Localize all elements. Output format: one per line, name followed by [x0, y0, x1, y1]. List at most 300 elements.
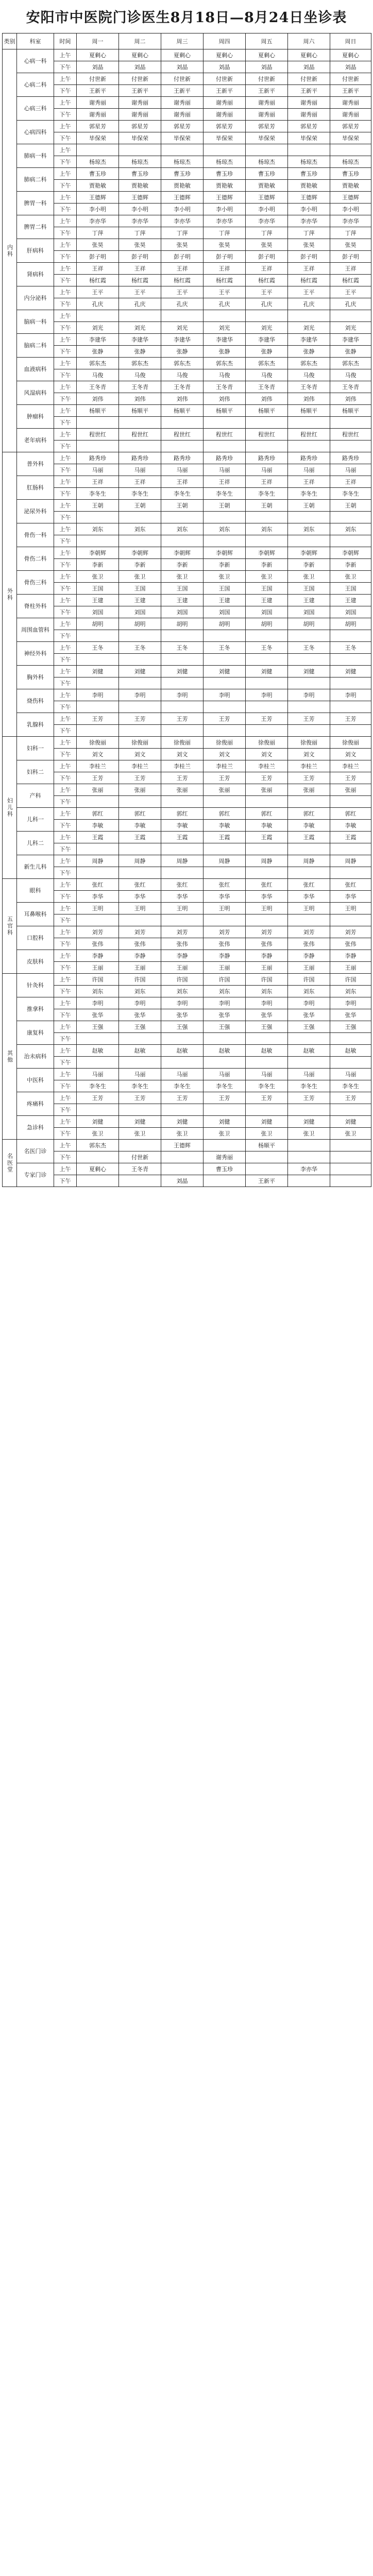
table-row — [3, 512, 371, 523]
doctor-cell: 李敏 — [246, 820, 288, 832]
doctor-cell: 王冬青 — [246, 381, 288, 393]
doctor-cell — [330, 310, 371, 322]
doctor-cell: 王平 — [161, 286, 204, 298]
doctor-cell: 李华 — [161, 891, 204, 903]
doctor-cell: 李明 — [161, 689, 204, 701]
doctor-cell: 李静 — [330, 950, 371, 962]
period-pm: 下午 — [54, 322, 77, 334]
doctor-cell — [161, 512, 204, 523]
doctor-cell: 王祥 — [288, 476, 330, 488]
doctor-cell: 毕保荣 — [246, 132, 288, 144]
doctor-cell: 杨顺平 — [161, 405, 204, 417]
table-row — [3, 61, 371, 73]
period-pm: 下午 — [54, 677, 77, 689]
doctor-cell: 王祥 — [288, 263, 330, 275]
doctor-cell: 王明 — [161, 903, 204, 914]
period-am: 上午 — [54, 784, 77, 796]
table-row — [3, 251, 371, 263]
doctor-cell: 曹玉珍 — [330, 168, 371, 180]
doctor-cell: 郭红 — [288, 808, 330, 820]
doctor-cell: 郭东杰 — [246, 358, 288, 369]
doctor-cell — [77, 867, 119, 879]
table-row — [3, 737, 371, 749]
table-row — [3, 666, 371, 677]
department-cell: 中医科 — [17, 1069, 54, 1092]
table-row — [3, 180, 371, 192]
doctor-cell: 张丽 — [77, 784, 119, 796]
table-row — [3, 192, 371, 204]
doctor-cell: 付世新 — [119, 73, 161, 85]
doctor-cell: 刘国 — [77, 606, 119, 618]
doctor-cell: 刘健 — [288, 1116, 330, 1128]
doctor-cell: 杨红霞 — [161, 275, 204, 286]
doctor-cell — [119, 843, 161, 855]
doctor-cell — [246, 701, 288, 713]
doctor-cell: 马丽 — [119, 464, 161, 476]
doctor-cell: 杨琼杰 — [77, 156, 119, 168]
doctor-cell — [204, 1033, 246, 1045]
doctor-cell: 李桂兰 — [204, 760, 246, 772]
doctor-cell: 张静 — [246, 346, 288, 358]
doctor-cell — [119, 701, 161, 713]
table-row — [3, 547, 371, 559]
doctor-cell: 付世新 — [330, 73, 371, 85]
doctor-cell: 郭东杰 — [288, 358, 330, 369]
doctor-cell — [119, 654, 161, 666]
doctor-cell: 王祥 — [204, 476, 246, 488]
doctor-cell: 郭红 — [119, 808, 161, 820]
doctor-cell: 刘东 — [204, 523, 246, 535]
period-am: 上午 — [54, 997, 77, 1009]
period-am: 上午 — [54, 571, 77, 583]
doctor-cell: 刘光 — [288, 322, 330, 334]
doctor-cell: 王平 — [204, 286, 246, 298]
doctor-cell: 曹玉珍 — [119, 168, 161, 180]
doctor-cell: 王明 — [246, 903, 288, 914]
doctor-cell: 王强 — [161, 1021, 204, 1033]
table-row — [3, 156, 371, 168]
doctor-cell — [204, 1104, 246, 1116]
doctor-cell: 郭星芳 — [288, 121, 330, 132]
period-am: 上午 — [54, 666, 77, 677]
doctor-cell: 杨红霞 — [204, 275, 246, 286]
table-row — [3, 642, 371, 654]
doctor-cell: 王平 — [246, 286, 288, 298]
doctor-cell: 马丽 — [246, 1069, 288, 1080]
doctor-cell — [288, 1140, 330, 1151]
doctor-cell: 李敏 — [330, 820, 371, 832]
table-row — [3, 227, 371, 239]
department-cell: 血液病科 — [17, 358, 54, 381]
doctor-cell — [119, 725, 161, 737]
doctor-cell: 李小明 — [330, 204, 371, 215]
period-am: 上午 — [54, 903, 77, 914]
doctor-cell: 李冬生 — [161, 1080, 204, 1092]
table-row — [3, 358, 371, 369]
doctor-cell: 马丽 — [161, 464, 204, 476]
doctor-cell: 李小明 — [119, 204, 161, 215]
doctor-cell — [246, 144, 288, 156]
doctor-cell: 王朝 — [77, 500, 119, 512]
doctor-cell: 刘东 — [77, 986, 119, 997]
doctor-cell: 张伟 — [119, 938, 161, 950]
doctor-cell — [161, 144, 204, 156]
department-cell: 针灸科 — [17, 974, 54, 997]
doctor-cell: 张华 — [246, 1009, 288, 1021]
doctor-cell: 王德辉 — [330, 192, 371, 204]
doctor-cell — [77, 701, 119, 713]
table-row — [3, 298, 371, 310]
doctor-cell — [288, 417, 330, 429]
table-row — [3, 417, 371, 429]
doctor-cell: 王强 — [204, 1021, 246, 1033]
table-row — [3, 476, 371, 488]
header-category: 类别 — [3, 33, 17, 49]
table-row — [3, 204, 371, 215]
doctor-cell: 路秀珍 — [161, 452, 204, 464]
doctor-cell: 刘伟 — [246, 393, 288, 405]
schedule-table — [2, 33, 371, 1187]
doctor-cell — [77, 654, 119, 666]
doctor-cell: 刘光 — [204, 322, 246, 334]
doctor-cell: 马丽 — [288, 464, 330, 476]
doctor-cell: 王平 — [330, 286, 371, 298]
doctor-cell — [204, 843, 246, 855]
period-pm: 下午 — [54, 1104, 77, 1116]
doctor-cell: 许国 — [77, 974, 119, 986]
doctor-cell: 胡明 — [119, 618, 161, 630]
doctor-cell: 夏剩心 — [161, 49, 204, 61]
category-cell: 妇儿科 — [3, 737, 17, 879]
doctor-cell — [77, 630, 119, 642]
doctor-cell: 张卫 — [288, 1128, 330, 1140]
doctor-cell: 郭东杰 — [330, 358, 371, 369]
doctor-cell: 夏剩心 — [204, 49, 246, 61]
doctor-cell — [77, 1151, 119, 1163]
doctor-cell: 刘文 — [330, 749, 371, 760]
doctor-cell: 李冬生 — [204, 488, 246, 500]
doctor-cell: 马俊 — [246, 369, 288, 381]
table-row — [3, 689, 371, 701]
period-pm: 下午 — [54, 251, 77, 263]
doctor-cell: 刘芳 — [161, 926, 204, 938]
doctor-cell: 张红 — [161, 879, 204, 891]
doctor-cell: 付世新 — [288, 73, 330, 85]
doctor-cell: 刘健 — [330, 1116, 371, 1128]
doctor-cell — [77, 1104, 119, 1116]
doctor-cell: 孔庆 — [288, 298, 330, 310]
doctor-cell: 彭子明 — [119, 251, 161, 263]
doctor-cell: 李明 — [288, 689, 330, 701]
doctor-cell: 李桂兰 — [77, 760, 119, 772]
doctor-cell — [246, 440, 288, 452]
department-cell: 肛肠科 — [17, 476, 54, 500]
period-pm: 下午 — [54, 417, 77, 429]
doctor-cell: 王冬 — [119, 642, 161, 654]
doctor-cell: 马丽 — [288, 1069, 330, 1080]
doctor-cell: 杨顺平 — [246, 1140, 288, 1151]
doctor-cell: 周静 — [77, 855, 119, 867]
period-am: 上午 — [54, 500, 77, 512]
doctor-cell — [288, 535, 330, 547]
table-row — [3, 1175, 371, 1187]
table-row — [3, 49, 371, 61]
doctor-cell: 李华 — [330, 891, 371, 903]
doctor-cell: 刘光 — [330, 322, 371, 334]
period-pm: 下午 — [54, 227, 77, 239]
doctor-cell: 刘文 — [288, 749, 330, 760]
doctor-cell — [330, 440, 371, 452]
period-pm: 下午 — [54, 346, 77, 358]
doctor-cell: 杨琼杰 — [204, 156, 246, 168]
doctor-cell: 周静 — [204, 855, 246, 867]
doctor-cell — [330, 843, 371, 855]
doctor-cell: 刘伟 — [119, 393, 161, 405]
doctor-cell: 王国 — [288, 583, 330, 595]
doctor-cell: 付世新 — [161, 73, 204, 85]
doctor-cell: 李静 — [288, 950, 330, 962]
doctor-cell — [119, 1175, 161, 1187]
doctor-cell: 彭子明 — [246, 251, 288, 263]
doctor-cell: 李建华 — [161, 334, 204, 346]
doctor-cell: 刘国 — [288, 606, 330, 618]
period-am: 上午 — [54, 334, 77, 346]
doctor-cell: 刘健 — [119, 666, 161, 677]
doctor-cell: 夏剩心 — [330, 49, 371, 61]
doctor-cell: 张华 — [288, 1009, 330, 1021]
doctor-cell — [330, 1033, 371, 1045]
doctor-cell: 王强 — [77, 1021, 119, 1033]
doctor-cell: 王朝 — [204, 500, 246, 512]
doctor-cell: 王朝 — [288, 500, 330, 512]
doctor-cell: 李明 — [246, 997, 288, 1009]
doctor-cell — [288, 144, 330, 156]
doctor-cell: 刘晶 — [161, 61, 204, 73]
period-pm: 下午 — [54, 630, 77, 642]
doctor-cell — [246, 796, 288, 808]
doctor-cell — [204, 867, 246, 879]
doctor-cell: 王芳 — [204, 1092, 246, 1104]
doctor-cell: 刘文 — [77, 749, 119, 760]
period-pm: 下午 — [54, 891, 77, 903]
period-am: 上午 — [54, 523, 77, 535]
doctor-cell — [246, 310, 288, 322]
table-row — [3, 808, 371, 820]
doctor-cell — [246, 725, 288, 737]
department-cell: 肺病一科 — [17, 144, 54, 168]
doctor-cell — [119, 677, 161, 689]
doctor-cell: 王冬青 — [77, 381, 119, 393]
doctor-cell: 王芳 — [330, 772, 371, 784]
doctor-cell: 马丽 — [161, 1069, 204, 1080]
doctor-cell: 许国 — [119, 974, 161, 986]
doctor-cell: 王朝 — [330, 500, 371, 512]
doctor-cell — [77, 677, 119, 689]
doctor-cell — [77, 725, 119, 737]
doctor-cell: 王国 — [77, 583, 119, 595]
doctor-cell: 张丽 — [119, 784, 161, 796]
period-pm: 下午 — [54, 535, 77, 547]
department-cell: 疼痛科 — [17, 1092, 54, 1116]
doctor-cell — [77, 796, 119, 808]
doctor-cell — [161, 914, 204, 926]
period-am: 上午 — [54, 595, 77, 606]
doctor-cell: 马丽 — [119, 1069, 161, 1080]
period-am: 上午 — [54, 713, 77, 725]
doctor-cell: 张卫 — [246, 571, 288, 583]
table-row — [3, 429, 371, 440]
doctor-cell: 张卫 — [288, 571, 330, 583]
table-row — [3, 867, 371, 879]
doctor-cell: 郭红 — [246, 808, 288, 820]
period-pm: 下午 — [54, 85, 77, 97]
doctor-cell: 路秀珍 — [119, 452, 161, 464]
doctor-cell: 刘伟 — [204, 393, 246, 405]
table-row — [3, 997, 371, 1009]
doctor-cell: 李朝辉 — [161, 547, 204, 559]
doctor-cell: 贾艳敏 — [161, 180, 204, 192]
doctor-cell: 王冬青 — [330, 381, 371, 393]
doctor-cell — [204, 440, 246, 452]
doctor-cell — [161, 1057, 204, 1069]
doctor-cell: 彭子明 — [288, 251, 330, 263]
doctor-cell: 王霞 — [161, 832, 204, 843]
period-am: 上午 — [54, 381, 77, 393]
doctor-cell: 李华 — [77, 891, 119, 903]
doctor-cell: 王芳 — [77, 1092, 119, 1104]
doctor-cell: 路秀珍 — [246, 452, 288, 464]
period-pm: 下午 — [54, 1151, 77, 1163]
doctor-cell: 李亦华 — [77, 215, 119, 227]
doctor-cell: 夏剩心 — [288, 49, 330, 61]
doctor-cell — [204, 654, 246, 666]
doctor-cell: 杨琼杰 — [246, 156, 288, 168]
doctor-cell — [288, 1151, 330, 1163]
doctor-cell: 杨红霞 — [77, 275, 119, 286]
period-pm: 下午 — [54, 1175, 77, 1187]
table-row — [3, 903, 371, 914]
period-am: 上午 — [54, 1140, 77, 1151]
doctor-cell: 孔庆 — [204, 298, 246, 310]
doctor-cell: 王芳 — [246, 1092, 288, 1104]
doctor-cell: 张静 — [288, 346, 330, 358]
doctor-cell: 王芳 — [246, 772, 288, 784]
doctor-cell: 王冬 — [77, 642, 119, 654]
doctor-cell: 谢秀丽 — [204, 97, 246, 109]
doctor-cell: 王丽 — [204, 962, 246, 974]
doctor-cell: 王芳 — [330, 1092, 371, 1104]
department-cell: 耳鼻喉科 — [17, 903, 54, 926]
doctor-cell: 张静 — [161, 346, 204, 358]
doctor-cell: 谢秀丽 — [288, 109, 330, 121]
department-cell: 眼科 — [17, 879, 54, 903]
doctor-cell — [204, 144, 246, 156]
doctor-cell: 李明 — [330, 689, 371, 701]
doctor-cell: 贾艳敏 — [204, 180, 246, 192]
doctor-cell: 王平 — [119, 286, 161, 298]
doctor-cell: 张卫 — [330, 1128, 371, 1140]
doctor-cell: 刘健 — [204, 1116, 246, 1128]
doctor-cell: 刘东 — [288, 986, 330, 997]
department-cell: 康复科 — [17, 1021, 54, 1045]
doctor-cell: 王建 — [204, 595, 246, 606]
doctor-cell: 刘芳 — [204, 926, 246, 938]
table-row — [3, 109, 371, 121]
doctor-cell: 张红 — [330, 879, 371, 891]
doctor-cell: 张华 — [77, 1009, 119, 1021]
table-row — [3, 1033, 371, 1045]
doctor-cell: 马俊 — [77, 369, 119, 381]
table-row — [3, 405, 371, 417]
doctor-cell: 张静 — [119, 346, 161, 358]
doctor-cell — [246, 1163, 288, 1175]
doctor-cell: 王国 — [246, 583, 288, 595]
period-am: 上午 — [54, 121, 77, 132]
doctor-cell: 王明 — [330, 903, 371, 914]
doctor-cell: 刘芳 — [77, 926, 119, 938]
doctor-cell: 许国 — [330, 974, 371, 986]
doctor-cell — [119, 144, 161, 156]
doctor-cell: 李桂兰 — [246, 760, 288, 772]
period-pm: 下午 — [54, 914, 77, 926]
table-row — [3, 784, 371, 796]
period-pm: 下午 — [54, 298, 77, 310]
doctor-cell: 李静 — [119, 950, 161, 962]
department-cell: 心病二科 — [17, 73, 54, 97]
doctor-cell — [288, 1175, 330, 1187]
doctor-cell: 刘光 — [119, 322, 161, 334]
doctor-cell: 李亦华 — [119, 215, 161, 227]
department-cell: 泌尿外科 — [17, 500, 54, 523]
table-row — [3, 85, 371, 97]
doctor-cell: 孔庆 — [119, 298, 161, 310]
table-row — [3, 974, 371, 986]
doctor-cell — [77, 417, 119, 429]
doctor-cell: 张伟 — [246, 938, 288, 950]
doctor-cell: 王霞 — [246, 832, 288, 843]
table-row — [3, 381, 371, 393]
doctor-cell: 王强 — [330, 1021, 371, 1033]
department-cell: 神经外科 — [17, 642, 54, 666]
header-day: 周六 — [288, 33, 330, 49]
table-row — [3, 832, 371, 843]
doctor-cell: 胡明 — [288, 618, 330, 630]
period-pm: 下午 — [54, 464, 77, 476]
doctor-cell: 李小明 — [204, 204, 246, 215]
doctor-cell — [161, 701, 204, 713]
doctor-cell: 李明 — [77, 689, 119, 701]
doctor-cell — [330, 654, 371, 666]
doctor-cell: 张昊 — [204, 239, 246, 251]
doctor-cell: 王建 — [161, 595, 204, 606]
doctor-cell: 刘光 — [161, 322, 204, 334]
doctor-cell: 李新 — [77, 559, 119, 571]
period-pm: 下午 — [54, 938, 77, 950]
doctor-cell — [246, 1057, 288, 1069]
doctor-cell: 张卫 — [246, 1128, 288, 1140]
doctor-cell: 王芳 — [288, 772, 330, 784]
doctor-cell — [330, 1104, 371, 1116]
doctor-cell: 李亦华 — [288, 215, 330, 227]
doctor-cell: 刘文 — [161, 749, 204, 760]
page-title: 安阳市中医院门诊医生8月18日—8月24日坐诊表 — [26, 10, 347, 26]
table-row — [3, 630, 371, 642]
doctor-cell: 徐俊丽 — [119, 737, 161, 749]
doctor-cell: 杨红霞 — [119, 275, 161, 286]
doctor-cell: 王芳 — [77, 713, 119, 725]
doctor-cell: 张丽 — [330, 784, 371, 796]
doctor-cell: 曹玉珍 — [204, 168, 246, 180]
